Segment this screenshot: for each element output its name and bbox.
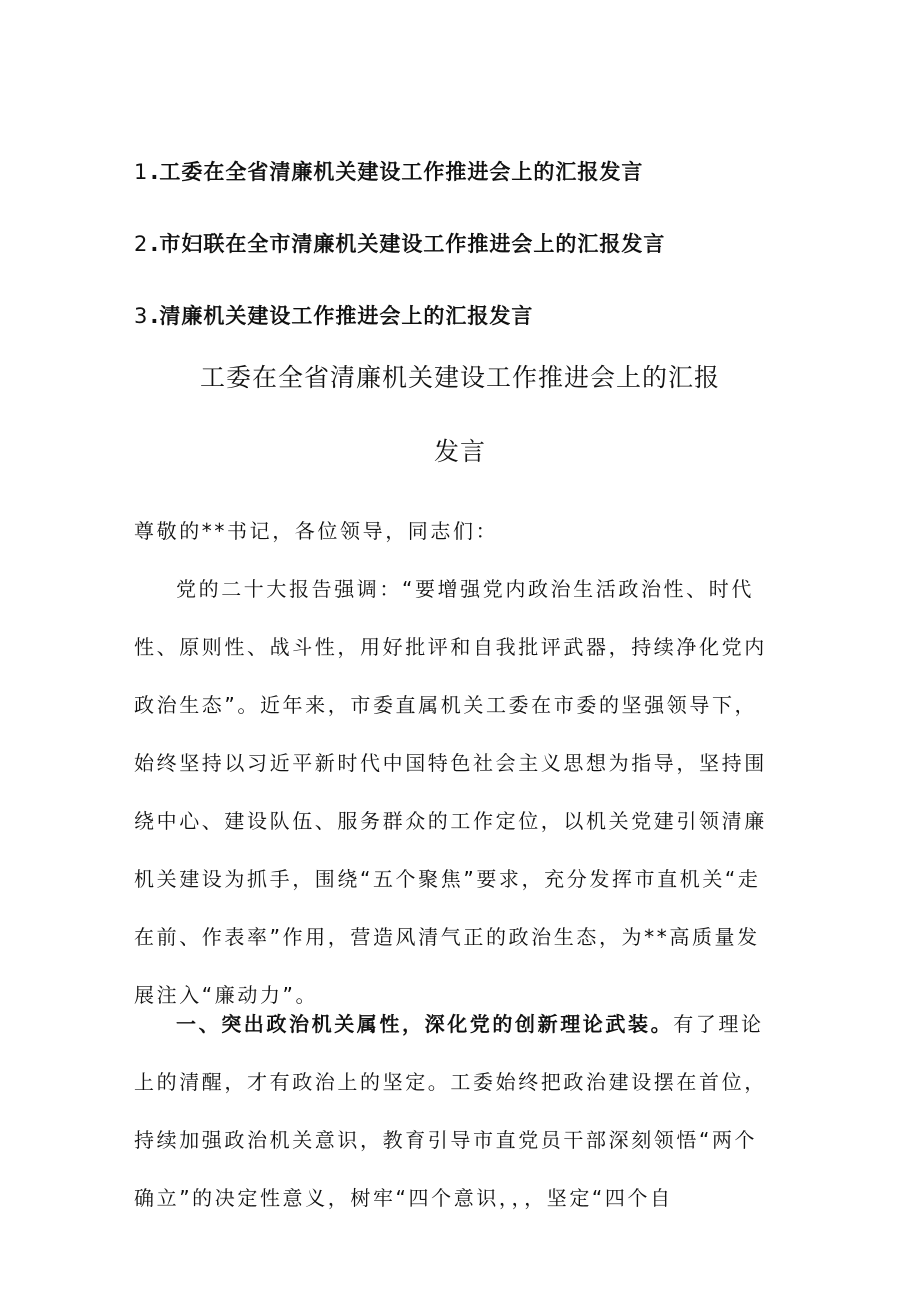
paragraph-section-1	[134, 995, 794, 1227]
table-of-contents	[134, 136, 814, 352]
toc-item-label: .工委在全省清廉机关建设工作推进会上的汇报发言	[150, 160, 644, 184]
paragraph-intro	[134, 560, 794, 1024]
section-heading: 一、突出政治机关属性，深化党的创新理论武装。	[176, 1012, 674, 1036]
paragraph-line: 持续加强政治机关意识，教育引导市直党员干部深刻领悟“两个	[134, 1128, 758, 1152]
paragraph-line: 党的二十大报告强调：“要增强党内政治生活政治性、时代	[176, 577, 754, 601]
toc-item-number: 1	[134, 160, 149, 184]
paragraph-line: 机关建设为抓手，围绕“五个聚焦”要求，充分发挥市直机关“走	[134, 867, 761, 891]
paragraph-line: 在前、作表率”作用，营造风清气正的政治生态，为**高质量发	[134, 925, 760, 949]
paragraph-line: 政治生态”。近年来，市委直属机关工委在市委的坚强领导下，	[134, 693, 758, 717]
toc-item-label: .市妇联在全市清廉机关建设工作推进会上的汇报发言	[150, 232, 666, 256]
document-title-line-2: 发言	[433, 437, 486, 466]
toc-item-number: 3	[134, 304, 149, 328]
paragraph-line: 确立”的决定性意义，树牢“四个意识，，，坚定“四个自	[134, 1186, 673, 1210]
paragraph-text: 有了理论	[673, 1012, 764, 1036]
salutation	[134, 502, 794, 560]
document-title-line-1: 工委在全省清廉机关建设工作推进会上的汇报	[199, 363, 720, 392]
toc-item-1[interactable]	[134, 136, 814, 208]
toc-item-2[interactable]	[134, 208, 814, 280]
paragraph-line: 绕中心、建设队伍、服务群众的工作定位，以机关党建引领清廉	[134, 809, 767, 833]
toc-item-3[interactable]	[134, 280, 814, 352]
toc-item-label: .清廉机关建设工作推进会上的汇报发言	[150, 304, 534, 328]
paragraph-line: 上的清醒，才有政治上的坚定。工委始终把政治建设摆在首位，	[134, 1070, 767, 1094]
salutation-text: 尊敬的**书记，各位领导，同志们：	[134, 519, 499, 543]
paragraph-line: 展注入“廉动力”。	[134, 983, 319, 1007]
toc-item-number: 2	[134, 232, 149, 256]
paragraph-first-line	[134, 995, 794, 1053]
paragraph-line: 性、原则性、战斗性，用好批评和自我批评武器，持续净化党内	[134, 635, 767, 659]
paragraph-line: 始终坚持以习近平新时代中国特色社会主义思想为指导，坚持围	[134, 751, 767, 775]
